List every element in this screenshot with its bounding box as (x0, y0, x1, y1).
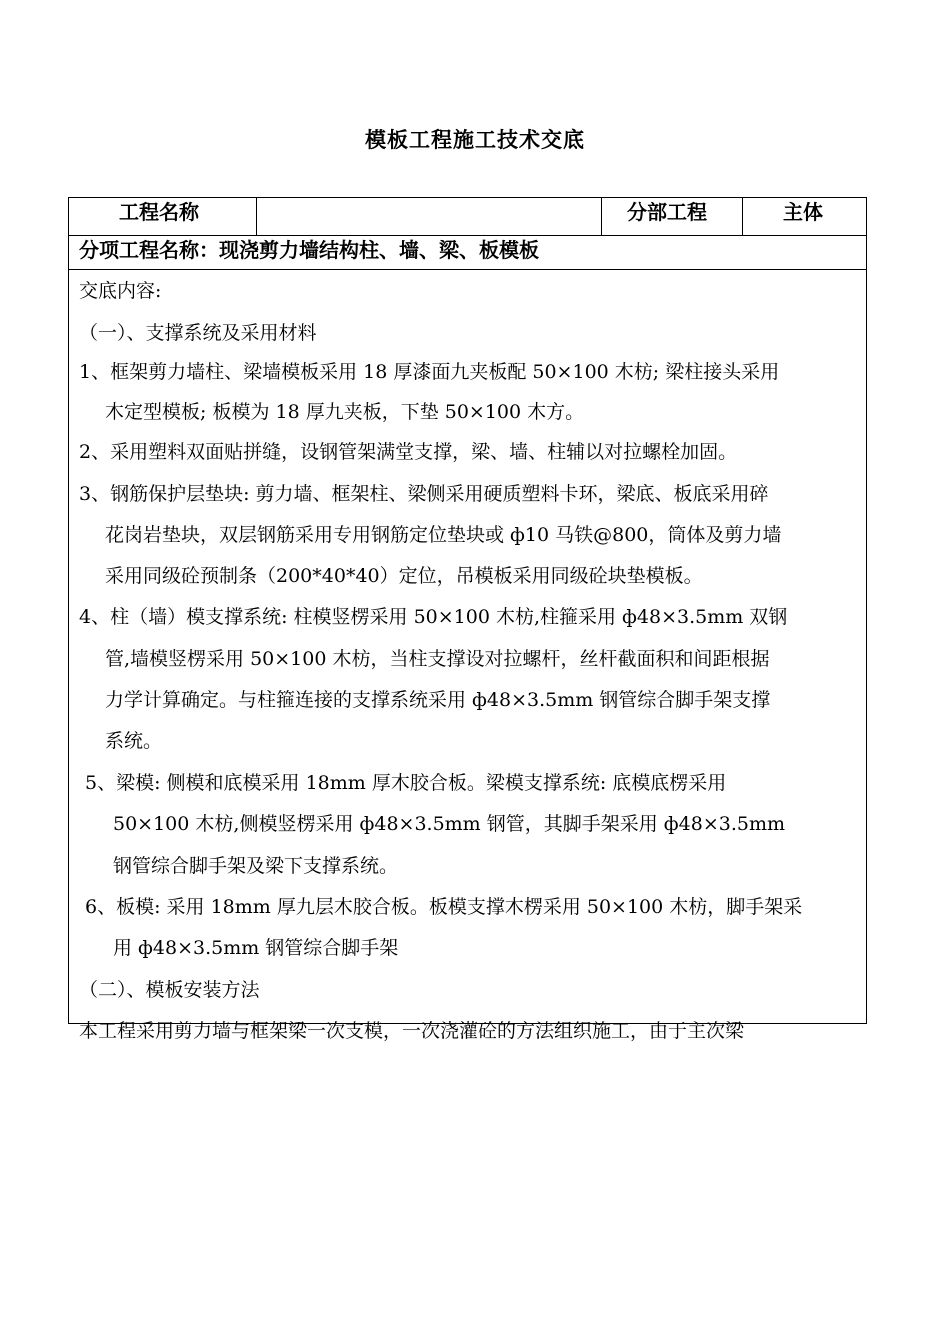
content-line: 2、采用塑料双面贴拼缝，设钢管架满堂支撑，梁、墙、柱辅以对拉螺栓加固。 (79, 441, 738, 463)
content-line: 钢管综合脚手架及梁下支撑系统。 (113, 855, 399, 877)
row-divider-subproject (69, 269, 866, 270)
disclosure-table (68, 197, 867, 1042)
project-name-label: 工程名称 (119, 200, 199, 224)
content-heading: 交底内容: (79, 280, 162, 302)
content-line: （一）、支撑系统及采用材料 (79, 322, 317, 344)
content-line: （二）、模板安装方法 (79, 979, 260, 1001)
subproject-name: 分项工程名称：现浇剪力墙结构柱、墙、梁、板模板 (79, 238, 539, 262)
content-line: 50×100 木枋,侧模竖楞采用 ф48×3.5mm 钢管，其脚手架采用 ф48×3.5mm (113, 813, 785, 835)
division-value: 主体 (783, 200, 823, 224)
content-line: 4、柱（墙）模支撑系统: 柱模竖楞采用 50×100 木枋,柱箍采用 ф48×3.5mm 双钢 (79, 606, 788, 628)
content-line: 1、框架剪力墙柱、梁墙模板采用 18 厚漆面九夹板配 50×100 木枋; 梁柱接头采用 (79, 361, 780, 383)
content-line: 用 ф48×3.5mm 钢管综合脚手架 (113, 937, 399, 959)
col-divider-2 (601, 198, 602, 235)
content-line: 系统。 (105, 730, 163, 752)
content-line: 花岗岩垫块，双层钢筋采用专用钢筋定位垫块或 ф10 马铁@800，筒体及剪力墙 (105, 524, 782, 546)
row-divider-header (69, 235, 866, 236)
content-line: 3、钢筋保护层垫块: 剪力墙、框架柱、梁侧采用硬质塑料卡环，梁底、板底采用碎 (79, 483, 769, 505)
content-line: 5、梁模: 侧模和底模采用 18mm 厚木胶合板。梁模支撑系统: 底模底楞采用 (85, 772, 727, 794)
content-line: 木定型模板; 板模为 18 厚九夹板，下垫 50×100 木方。 (105, 401, 585, 423)
content-line: 本工程采用剪力墙与框架梁一次支模，一次浇灌砼的方法组织施工，由于主次梁 (79, 1020, 745, 1042)
division-label: 分部工程 (627, 200, 707, 224)
content-line: 6、板模: 采用 18mm 厚九层木胶合板。板模支撑木楞采用 50×100 木枋，脚手架采 (85, 896, 803, 918)
col-divider-3 (742, 198, 743, 235)
content-line: 管,墙模竖楞采用 50×100 木枋，当柱支撑设对拉螺杆，丝杆截面积和间距根据 (105, 648, 770, 670)
page-title: 模板工程施工技术交底 (365, 127, 585, 152)
content-line: 采用同级砼预制条（200*40*40）定位，吊模板采用同级砼块垫模板。 (105, 565, 703, 587)
content-line: 力学计算确定。与柱箍连接的支撑系统采用 ф48×3.5mm 钢管综合脚手架支撑 (105, 689, 771, 711)
col-divider-1 (256, 198, 257, 235)
